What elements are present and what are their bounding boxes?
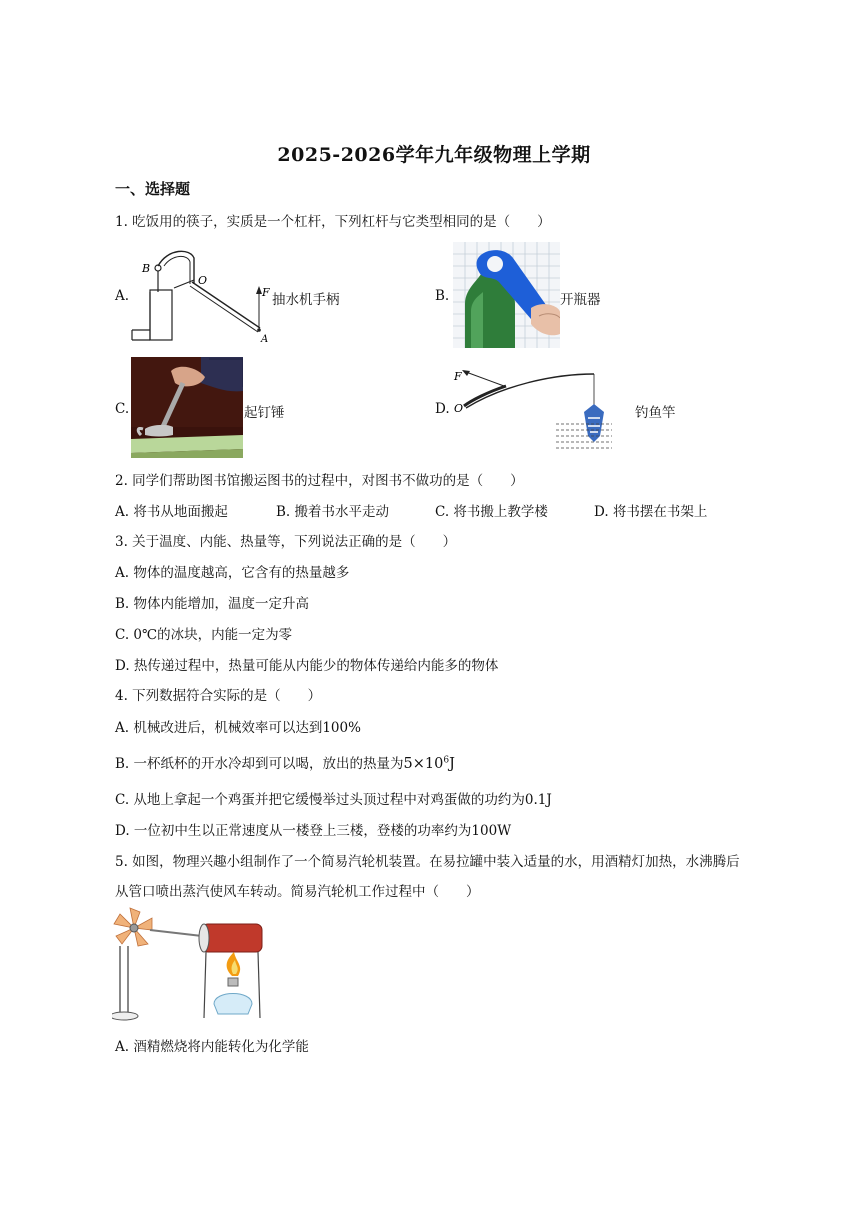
fishing-rod-diagram [452, 360, 612, 456]
label-o: O [198, 274, 208, 287]
claw-hammer-photo [131, 357, 243, 458]
question-2-stem: 2. 同学们帮助图书馆搬运图书的过程中，对图书不做功的是（ ） [115, 473, 524, 489]
q1-option-a-label: 抽水机手柄 [272, 292, 340, 308]
page-title: 2025-2026学年九年级物理上学期 [277, 144, 591, 166]
q5-option-a: A. 酒精燃烧将内能转化为化学能 [115, 1039, 309, 1055]
q3-option-d: D. 热传递过程中，热量可能从内能少的物体传递给内能多的物体 [115, 658, 499, 674]
q2-option-a: A. 将书从地面搬起 [115, 504, 228, 520]
q4-option-b-value: 5×10 [403, 756, 444, 772]
q4-option-d: D. 一位初中生以正常速度从一楼登上三楼，登楼的功率约为100W [115, 823, 512, 839]
q1-option-d-letter: D. [435, 401, 450, 417]
q4-option-b-text: B. 一杯纸杯的开水冷却到可以喝，放出的热量为 [115, 756, 404, 772]
q3-option-a: A. 物体的温度越高，它含有的热量越多 [115, 565, 350, 581]
question-4-stem: 4. 下列数据符合实际的是（ ） [115, 688, 322, 704]
q1-option-c-letter: C. [115, 401, 130, 417]
q2-option-c: C. 将书搬上教学楼 [435, 504, 548, 520]
q4-option-b-exponent: 6 [443, 755, 450, 766]
steam-turbine-diagram [112, 906, 272, 1026]
pinwheel-icon [114, 908, 152, 946]
q4-option-b-unit: J [449, 756, 455, 772]
question-3-stem: 3. 关于温度、内能、热量等，下列说法正确的是（ ） [115, 534, 457, 550]
label-a: A [261, 334, 269, 344]
label-o: O [454, 402, 464, 415]
question-1-stem: 1. 吃饭用的筷子，实质是一个杠杆，下列杠杆与它类型相同的是（ ） [115, 214, 551, 230]
q1-option-c-label: 起钉锤 [244, 405, 285, 421]
section-heading: 一、选择题 [115, 180, 191, 198]
q3-option-c: C. 0℃的冰块，内能一定为零 [115, 627, 293, 643]
q2-option-d: D. 将书摆在书架上 [594, 504, 708, 520]
question-5-stem-line1: 5. 如图，物理兴趣小组制作了一个简易汽轮机装置。在易拉罐中装入适量的水，用酒精灯加热，水沸腾后 [115, 854, 740, 870]
pump-handle-diagram [128, 244, 278, 344]
q4-option-c: C. 从地上拿起一个鸡蛋并把它缓慢举过头顶过程中对鸡蛋做的功约为0.1J [115, 792, 552, 808]
question-5-stem-line2: 从管口喷出蒸汽使风车转动。简易汽轮机工作过程中（ ） [115, 884, 480, 900]
label-f: F [454, 370, 462, 383]
q4-option-a: A. 机械改进后，机械效率可以达到100% [115, 720, 361, 736]
label-b: B [142, 262, 151, 275]
q3-option-b: B. 物体内能增加，温度一定升高 [115, 596, 310, 612]
label-f: F [262, 286, 270, 299]
q1-option-b-label: 开瓶器 [560, 292, 601, 308]
q2-option-b: B. 搬着书水平走动 [276, 504, 390, 520]
q1-option-a-letter: A. [115, 288, 130, 304]
q1-option-b-letter: B. [435, 288, 450, 304]
q1-option-d-label: 钓鱼竿 [635, 405, 676, 421]
bottle-opener-photo [453, 242, 560, 348]
q4-option-b [115, 752, 455, 772]
